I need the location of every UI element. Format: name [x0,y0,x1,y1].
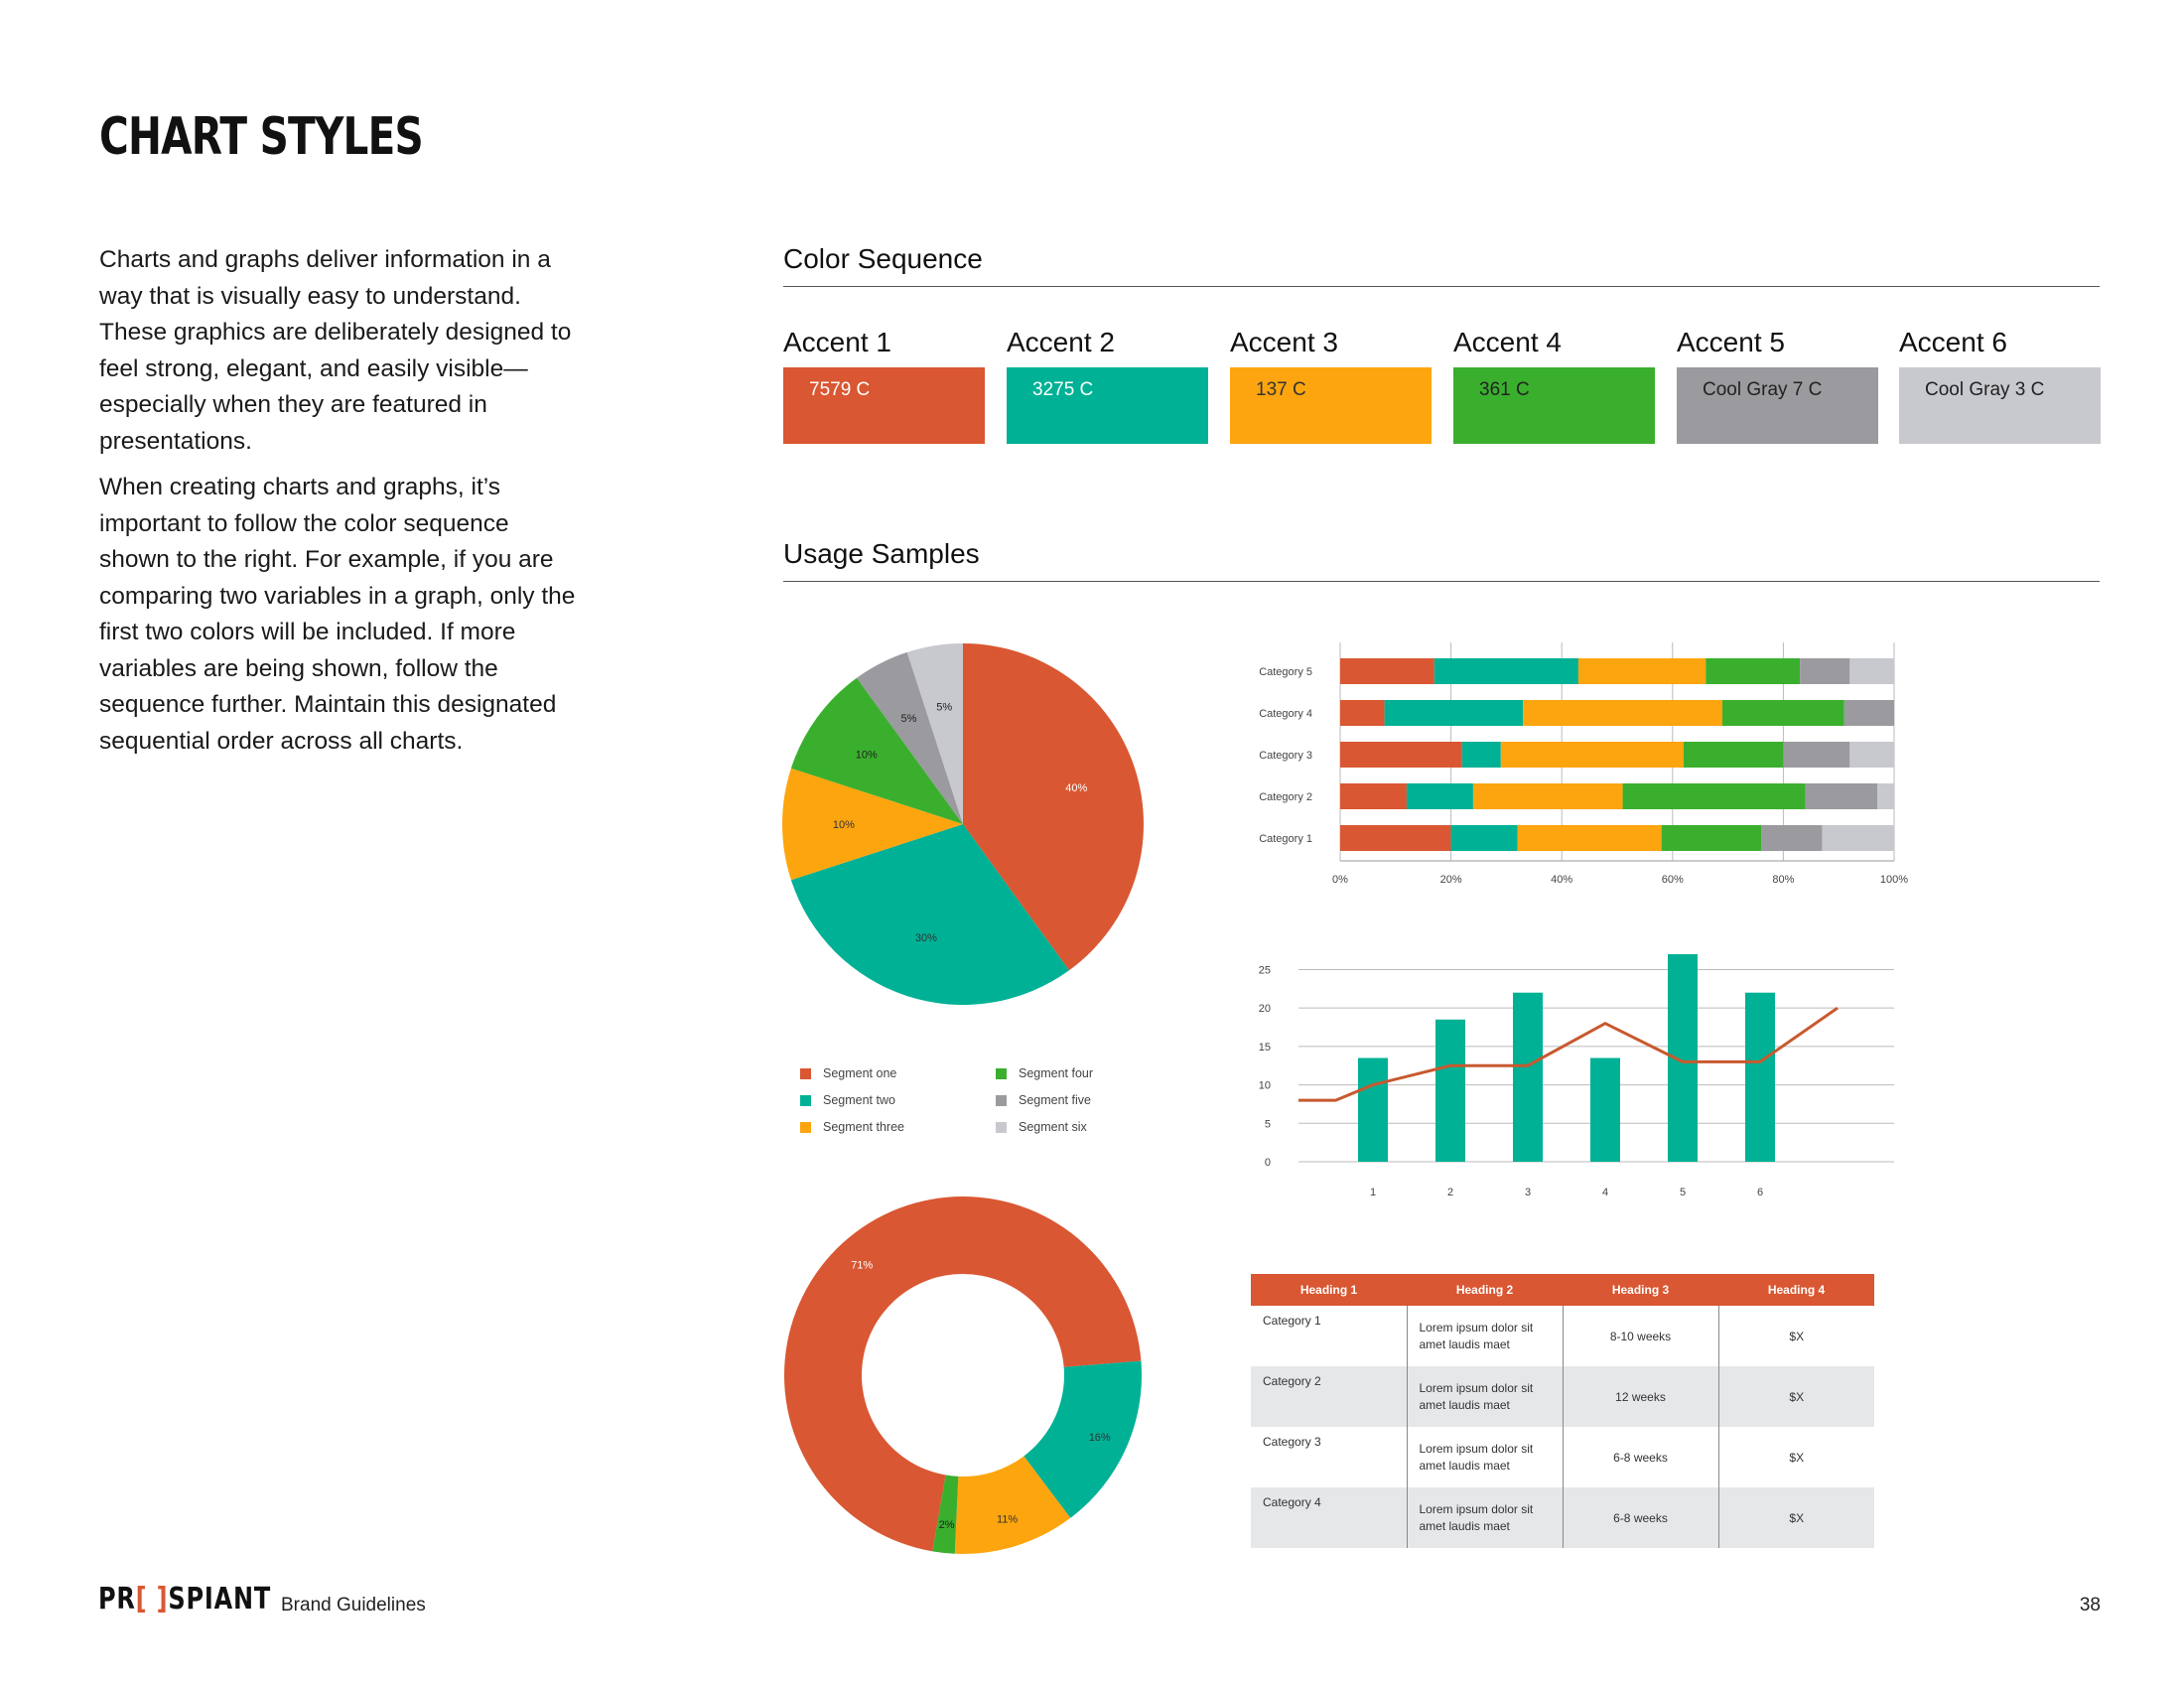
accent-swatch [1230,367,1432,444]
x-tick-label: 3 [1524,1187,1532,1198]
pie-chart [774,635,1152,1013]
donut-chart [774,1187,1152,1564]
table-cell-description [1407,1366,1563,1427]
stacked-bar-segment [1761,825,1822,851]
donut-data-label: 16% [1088,1431,1111,1444]
stacked-bar-segment [1806,783,1878,809]
y-tick-label: 10 [1258,1079,1271,1092]
x-tick-label: 2 [1446,1187,1454,1198]
description-line: amet laudis maet [1419,1458,1510,1473]
table-cell-duration: 12 weeks [1563,1366,1718,1427]
footer-label: Brand Guidelines [281,1595,426,1616]
pie-data-label: 30% [914,932,937,945]
bar [1435,1020,1465,1162]
brand-logo [98,1582,271,1617]
accent-6 [1899,328,2101,444]
x-tick-label: 40% [1551,874,1573,886]
legend-item [996,1066,1093,1080]
legend-item [800,1093,895,1107]
table-cell-category: Category 4 [1251,1487,1407,1548]
stacked-bar-segment [1822,825,1894,851]
accent-5 [1677,328,1878,444]
x-tick-label: 5 [1679,1187,1687,1198]
legend-swatch [800,1068,811,1079]
stacked-bar-segment [1340,825,1451,851]
legend-item [800,1066,896,1080]
y-tick-label: 20 [1258,1003,1271,1016]
stacked-bar-segment [1706,658,1800,684]
stacked-bar-chart [1231,635,1909,894]
table-header: Heading 2 [1407,1274,1563,1306]
table-cell-description [1407,1427,1563,1487]
table-row [1251,1427,1874,1487]
y-tick-label: 5 [1264,1118,1271,1131]
table-row [1251,1306,1874,1366]
stacked-bar-segment [1385,700,1524,726]
table-cell-description [1407,1306,1563,1366]
info-table [1251,1274,1874,1548]
stacked-bar-segment [1407,783,1473,809]
stacked-bar-segment [1722,700,1844,726]
stacked-bar-segment [1340,742,1462,768]
legend-item [996,1093,1091,1107]
y-category-label: Category 2 [1259,791,1312,803]
table-cell-duration: 6-8 weeks [1563,1427,1718,1487]
y-tick-label: 25 [1258,964,1271,977]
stacked-bar-segment [1451,825,1518,851]
y-tick-label: 15 [1258,1041,1271,1054]
stacked-bar-segment [1662,825,1761,851]
accent-code: 137 C [1256,379,1306,400]
x-tick-label: 0% [1332,874,1348,886]
table-cell-price: $X [1718,1306,1874,1366]
stacked-bar-segment [1340,700,1385,726]
bar [1745,993,1775,1162]
accent-4 [1453,328,1655,444]
stacked-bar-segment [1684,742,1783,768]
bar [1513,993,1543,1162]
bar [1358,1058,1388,1163]
stacked-bar-segment [1434,658,1578,684]
page-number: 38 [2079,1595,2101,1616]
accent-code: 7579 C [809,379,871,400]
color-sequence-heading: Color Sequence [783,243,983,274]
page-title: CHART STYLES [99,107,423,167]
description-line: amet laudis maet [1419,1397,1510,1412]
pie-data-label: 5% [936,701,953,714]
logo-text: SPIANT [168,1582,272,1617]
table-cell-category: Category 3 [1263,1435,1321,1449]
stacked-bar-segment [1800,658,1849,684]
x-tick-label: 60% [1661,874,1684,886]
x-tick-label: 1 [1369,1187,1377,1198]
stacked-bar-segment [1462,742,1501,768]
table-cell-description [1407,1487,1563,1548]
table-header: Heading 1 [1251,1274,1407,1306]
stacked-bar-segment [1623,783,1806,809]
x-tick-label: 80% [1772,874,1795,886]
legend-label: Segment five [1019,1093,1091,1107]
stacked-bar-segment [1340,658,1434,684]
logo-text: PR [98,1582,136,1617]
pie-data-label: 40% [1065,781,1088,794]
description-line: Lorem ipsum dolor sit [1419,1320,1534,1335]
accent-name: Accent 2 [1007,327,1115,357]
stacked-bar-segment [1340,783,1407,809]
donut-data-label: 2% [938,1519,955,1532]
table-header: Heading 3 [1563,1274,1718,1306]
legend-label: Segment four [1019,1066,1094,1080]
accent-swatch [783,367,985,444]
stacked-bar-segment [1849,658,1894,684]
accent-swatch [1453,367,1655,444]
legend-swatch [800,1095,811,1106]
table-cell-duration: 8-10 weeks [1563,1306,1718,1366]
stacked-bar-segment [1501,742,1684,768]
description-line: amet laudis maet [1419,1518,1510,1533]
accent-3 [1230,328,1432,444]
accent-2 [1007,328,1208,444]
stacked-bar-segment [1523,700,1722,726]
section-divider [783,286,2100,287]
legend-item [996,1120,1087,1134]
accent-swatch [1007,367,1208,444]
description-line: Lorem ipsum dolor sit [1419,1380,1534,1395]
y-category-label: Category 4 [1259,708,1312,720]
y-category-label: Category 3 [1259,750,1312,762]
legend-label: Segment six [1019,1120,1087,1134]
stacked-bar-segment [1518,825,1662,851]
accent-code: 361 C [1479,379,1530,400]
x-tick-label: 4 [1601,1187,1609,1198]
bar-line-chart [1231,928,1886,1206]
legend-swatch [800,1122,811,1133]
table-cell-price: $X [1718,1366,1874,1427]
accent-swatch [1899,367,2101,444]
intro-paragraph: Charts and graphs deliver information in a way that is visually easy to understand. These graphics are deliberately designed to feel strong, elegant, and easily visible—especially when they are featured in presentations. [99,246,572,455]
accent-code: 3275 C [1032,379,1094,400]
table-header-row [1251,1274,1874,1306]
pie-data-label: 10% [855,749,878,762]
description-line: amet laudis maet [1419,1336,1510,1351]
pie-data-label: 10% [832,819,855,831]
donut-data-label: 11% [997,1513,1019,1526]
stacked-bar-segment [1783,742,1849,768]
table-cell-duration: 6-8 weeks [1563,1487,1718,1548]
legend-label: Segment three [823,1120,904,1134]
table-cell-price: $X [1718,1427,1874,1487]
table-row [1251,1487,1874,1548]
accent-1 [783,328,985,444]
x-tick-label: 6 [1756,1187,1764,1198]
legend-swatch [996,1068,1007,1079]
x-tick-label: 100% [1879,874,1909,886]
description-line: Lorem ipsum dolor sit [1419,1441,1534,1456]
y-category-label: Category 1 [1259,833,1312,845]
legend-item [800,1120,904,1134]
usage-samples-heading: Usage Samples [783,538,980,569]
donut-data-label: 71% [851,1259,874,1272]
accent-swatch [1677,367,1878,444]
stacked-bar-segment [1844,700,1894,726]
x-tick-label: 20% [1439,874,1462,886]
accent-name: Accent 3 [1230,327,1338,357]
table-cell-price: $X [1718,1487,1874,1548]
table-cell-category: Category 1 [1263,1314,1321,1328]
legend-swatch [996,1095,1007,1106]
legend-label: Segment one [823,1066,897,1080]
section-divider [783,581,2100,582]
accent-name: Accent 5 [1677,327,1785,357]
stacked-bar-segment [1877,783,1894,809]
intro-paragraph: When creating charts and graphs, it’s important to follow the color sequence shown to the right. For example, if you are comparing two variables in a graph, only the first two colors will be included. If more variables are being shown, follow the sequence further. Maintain this designated sequential order across all charts. [99,474,576,755]
legend-label: Segment two [823,1093,895,1107]
stacked-bar-segment [1849,742,1894,768]
logo-bracket-icon: [ ] [135,1582,169,1617]
intro-text [99,242,576,770]
accent-code: Cool Gray 7 C [1703,379,1823,400]
stacked-bar-segment [1473,783,1623,809]
accent-name: Accent 1 [783,327,891,357]
accent-name: Accent 4 [1453,327,1562,357]
accent-code: Cool Gray 3 C [1925,379,2045,400]
table-cell-category: Category 2 [1251,1366,1407,1427]
y-category-label: Category 5 [1259,666,1312,678]
legend-swatch [996,1122,1007,1133]
table-row [1251,1366,1874,1427]
y-tick-label: 0 [1264,1157,1271,1169]
pie-data-label: 5% [900,712,917,725]
description-line: Lorem ipsum dolor sit [1419,1501,1534,1516]
accent-name: Accent 6 [1899,327,2007,357]
table-header: Heading 4 [1718,1274,1874,1306]
stacked-bar-segment [1578,658,1706,684]
bar [1590,1058,1620,1163]
